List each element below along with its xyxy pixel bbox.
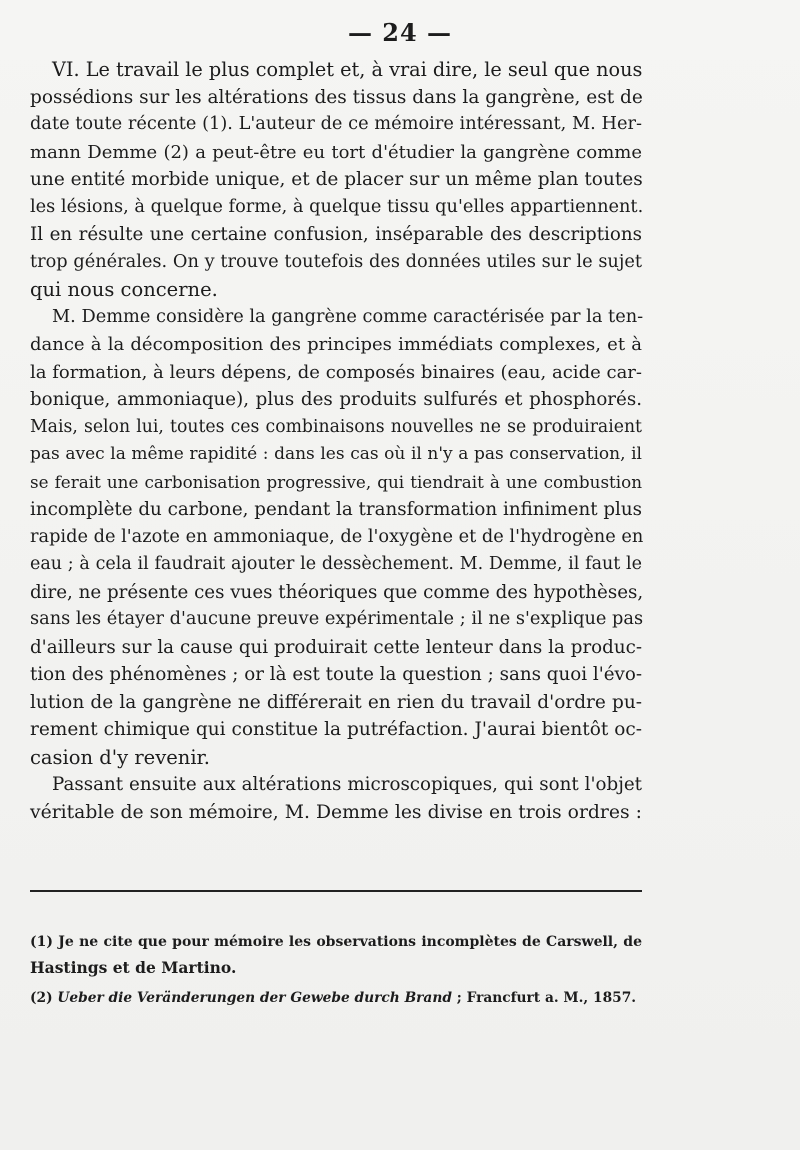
text-line: eau ; à cela il faudrait ajouter le dessèchement. M. Demme, il faut le	[30, 554, 642, 574]
text-line: casion d'y revenir.	[30, 745, 210, 769]
paragraph	[30, 771, 642, 826]
text-line: dire, ne présente ces vues théoriques que comme des hypothèses,	[30, 581, 644, 603]
text-line: sans les étayer d'aucune preuve expérimentale ; il ne s'explique pas	[30, 609, 644, 629]
text-line: les lésions, à quelque forme, à quelque tissu qu'elles appartiennent.	[30, 196, 644, 217]
text-line: véritable de son mémoire, M. Demme les divise en trois ordres :	[30, 801, 642, 823]
page-number: — 24 —	[347, 18, 453, 47]
text-line: trop générales. On y trouve toutefois des données utiles sur le sujet	[30, 251, 642, 272]
text-line: une entité morbide unique, et de placer sur un même plan toutes	[30, 169, 643, 190]
text-line: rapide de l'azote en ammoniaque, de l'oxygène et de l'hydrogène en	[30, 526, 644, 547]
footnote-marker: (2)	[30, 990, 58, 1006]
text-line: d'ailleurs sur la cause qui produirait cette lenteur dans la produc-	[30, 636, 642, 658]
text-line: Mais, selon lui, toutes ces combinaisons nouvelles ne se produiraient	[30, 416, 642, 437]
footnote-citation: ; Francfurt a. M., 1857.	[451, 990, 637, 1006]
footnote-2	[30, 986, 642, 1011]
text-line: Il en résulte une certaine confusion, inséparable des descriptions	[30, 224, 642, 245]
text-line: VI. Le travail le plus complet et, à vrai dire, le seul que nous	[52, 58, 643, 81]
text-line: tion des phénomènes ; or là est toute la question ; sans quoi l'évo-	[30, 664, 642, 685]
body-text	[30, 56, 642, 826]
text-line: se ferait une carbonisation progressive, qui tiendrait à une combustion	[30, 471, 642, 492]
text-line: qui nous concerne.	[30, 278, 218, 301]
paragraph	[30, 56, 642, 304]
footnote-title: Ueber die Veränderungen der Gewebe durch Brand	[57, 990, 452, 1006]
footnote-line: (1) Je ne cite que pour mémoire les observations incomplètes de Carswell, de	[30, 934, 642, 950]
text-line: bonique, ammoniaque), plus des produits sulfurés et phosphorés.	[30, 389, 642, 410]
footnote-1	[30, 930, 642, 980]
text-line: incomplète du carbone, pendant la transformation infiniment plus	[30, 499, 642, 520]
text-line: Passant ensuite aux altérations microscopiques, qui sont l'objet	[52, 774, 642, 795]
text-line: rement chimique qui constitue la putréfaction. J'aurai bientôt oc-	[30, 719, 642, 740]
footnotes	[30, 930, 642, 1017]
text-line: la formation, à leurs dépens, de composés binaires (eau, acide car-	[30, 361, 642, 383]
text-line: date toute récente (1). L'auteur de ce mémoire intéressant, M. Her-	[30, 114, 642, 134]
footnote-separator	[30, 890, 642, 892]
text-line: dance à la décomposition des principes immédiats complexes, et à	[30, 334, 642, 355]
text-line: pas avec la même rapidité : dans les cas où il n'y a pas conservation, il	[30, 444, 642, 464]
text-line: possédions sur les altérations des tissus dans la gangrène, est de	[30, 86, 643, 108]
text-line: M. Demme considère la gangrène comme caractérisée par la ten-	[52, 306, 644, 327]
paragraph	[30, 304, 642, 772]
footnote-line	[30, 986, 642, 1011]
text-line: mann Demme (2) a peut-être eu tort d'étudier la gangrène comme	[30, 141, 642, 163]
footnote-line: Hastings et de Martino.	[30, 958, 237, 977]
text-line: lution de la gangrène ne différerait en rien du travail d'ordre pu-	[30, 691, 642, 713]
